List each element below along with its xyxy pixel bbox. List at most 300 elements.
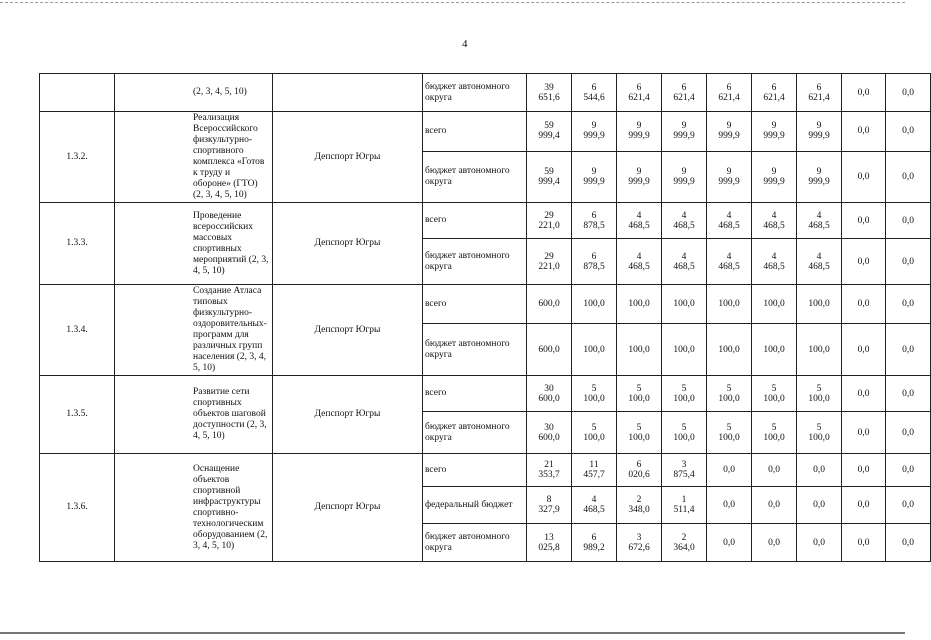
amount-cell xyxy=(886,487,931,524)
table-row xyxy=(40,112,931,152)
amount-part-2: 100,0 xyxy=(673,393,695,404)
amount-part-2: 468,5 xyxy=(583,505,605,515)
amount-part: 9 xyxy=(816,121,822,132)
amount-part-2: 999,9 xyxy=(808,131,830,142)
amount-part-2: 468,5 xyxy=(718,220,740,231)
amount-part-2: 999,9 xyxy=(673,176,695,187)
amount-part: 9 xyxy=(636,121,642,132)
amount-part: 4 xyxy=(591,495,597,505)
amount-cell xyxy=(617,524,662,562)
amount-part: 0,0 xyxy=(902,215,914,226)
amount-cell xyxy=(662,74,707,112)
amount-cell xyxy=(662,151,707,202)
amount-part: 6 xyxy=(636,82,642,93)
amount-part: 6 xyxy=(771,82,777,93)
amount-part: 6 xyxy=(726,82,732,93)
program-funding-table xyxy=(39,73,931,562)
item-number: 1.3.6. xyxy=(40,454,115,562)
amount-cell xyxy=(797,487,842,524)
amount-part: 0,0 xyxy=(902,256,914,267)
amount-cell xyxy=(527,454,572,487)
amount-part: 4 xyxy=(681,251,687,262)
amount-part-2: 468,5 xyxy=(673,220,695,231)
amount-cell xyxy=(842,454,886,487)
amount-part-2: 621,4 xyxy=(628,92,650,103)
amount-part: 0,0 xyxy=(902,500,914,510)
amount-part: 0,0 xyxy=(723,500,735,510)
amount-part: 8 xyxy=(546,495,552,505)
amount-cell xyxy=(527,203,572,239)
amount-part-2: 100,0 xyxy=(628,432,650,443)
activity-name: Проведение всероссийских массовых спортивных мероприятий (2, 3, 4, 5, 10) xyxy=(115,203,273,285)
amount-part: 5 xyxy=(726,383,732,394)
table-row xyxy=(40,74,931,112)
amount-cell xyxy=(572,324,617,376)
amount-part-2: 348,0 xyxy=(628,505,650,515)
amount-part: 0,0 xyxy=(902,427,914,438)
amount-cell xyxy=(797,239,842,285)
amount-part-2: 468,5 xyxy=(808,261,830,272)
amount-cell xyxy=(617,74,662,112)
amount-cell xyxy=(572,203,617,239)
amount-cell xyxy=(617,285,662,324)
amount-cell xyxy=(886,454,931,487)
amount-part-2: 999,9 xyxy=(718,131,740,142)
amount-part-2: 999,4 xyxy=(538,131,560,142)
funding-source: всего xyxy=(423,285,527,324)
amount-cell xyxy=(797,324,842,376)
amount-cell xyxy=(886,203,931,239)
funding-source: бюджет автономного округа xyxy=(423,74,527,112)
amount-part: 0,0 xyxy=(857,87,870,98)
amount-part-2: 878,5 xyxy=(583,220,605,231)
amount-part: 5 xyxy=(636,422,642,433)
amount-cell xyxy=(572,376,617,412)
amount-part: 3 xyxy=(636,532,642,543)
amount-part-2: 999,9 xyxy=(718,176,740,187)
amount-part-2: 100,0 xyxy=(628,393,650,404)
amount-cell xyxy=(572,524,617,562)
amount-part: 0,0 xyxy=(857,171,870,182)
amount-cell xyxy=(527,112,572,152)
funding-source: федеральный бюджет xyxy=(423,487,527,524)
amount-part-2: 999,9 xyxy=(763,131,785,142)
amount-part: 3 xyxy=(681,460,687,470)
amount-cell xyxy=(752,487,797,524)
amount-cell xyxy=(707,151,752,202)
amount-part: 600,0 xyxy=(538,299,560,309)
funding-source: всего xyxy=(423,112,527,152)
amount-cell xyxy=(752,151,797,202)
amount-cell xyxy=(842,376,886,412)
amount-part: 0,0 xyxy=(857,427,870,438)
amount-part: 100,0 xyxy=(583,299,605,309)
amount-cell xyxy=(707,74,752,112)
amount-part-2: 621,4 xyxy=(673,92,695,103)
amount-part: 100,0 xyxy=(763,299,785,309)
amount-part-2: 468,5 xyxy=(628,220,650,231)
amount-part-2: 511,4 xyxy=(673,505,695,515)
amount-cell xyxy=(886,285,931,324)
amount-part: 0,0 xyxy=(902,537,914,548)
amount-part: 0,0 xyxy=(902,299,914,309)
amount-part-2: 100,0 xyxy=(673,432,695,443)
amount-part: 6 xyxy=(591,210,597,221)
amount-part-2: 600,0 xyxy=(538,432,560,443)
amount-part-2: 999,9 xyxy=(583,131,605,142)
amount-part-2: 621,4 xyxy=(763,92,785,103)
funding-source: всего xyxy=(423,203,527,239)
amount-cell xyxy=(752,74,797,112)
amount-part: 13 xyxy=(544,532,554,543)
amount-cell xyxy=(842,74,886,112)
amount-cell xyxy=(752,203,797,239)
amount-cell xyxy=(707,285,752,324)
amount-part-2: 468,5 xyxy=(808,220,830,231)
amount-part-2: 221,0 xyxy=(538,220,560,231)
page-number: 4 xyxy=(462,38,468,50)
amount-cell xyxy=(797,454,842,487)
amount-part: 5 xyxy=(726,422,732,433)
amount-part: 5 xyxy=(681,422,687,433)
funding-source: всего xyxy=(423,376,527,412)
amount-cell xyxy=(797,112,842,152)
amount-part: 0,0 xyxy=(857,388,870,399)
amount-part: 4 xyxy=(726,210,732,221)
amount-part-2: 025,8 xyxy=(538,542,560,553)
amount-part: 4 xyxy=(636,251,642,262)
amount-part: 9 xyxy=(591,121,597,132)
amount-part: 100,0 xyxy=(673,344,695,355)
amount-cell xyxy=(662,412,707,454)
funding-source: бюджет автономного округа xyxy=(423,412,527,454)
amount-cell xyxy=(572,112,617,152)
amount-part: 4 xyxy=(771,251,777,262)
amount-cell xyxy=(842,285,886,324)
amount-part: 6 xyxy=(591,82,597,93)
amount-part-2: 999,4 xyxy=(538,176,560,187)
amount-part: 4 xyxy=(726,251,732,262)
amount-cell xyxy=(527,376,572,412)
amount-cell xyxy=(842,487,886,524)
amount-cell xyxy=(617,151,662,202)
amount-cell xyxy=(842,112,886,152)
amount-part: 29 xyxy=(544,210,554,221)
amount-part: 100,0 xyxy=(808,299,830,309)
amount-part-2: 020,6 xyxy=(628,470,650,480)
amount-cell xyxy=(572,239,617,285)
amount-cell xyxy=(886,74,931,112)
item-number: 1.3.2. xyxy=(40,112,115,203)
amount-part: 1 xyxy=(681,495,687,505)
amount-part: 5 xyxy=(591,422,597,433)
responsible-executor: Депспорт Югры xyxy=(273,454,423,562)
amount-cell xyxy=(797,285,842,324)
amount-cell xyxy=(752,285,797,324)
amount-cell xyxy=(527,285,572,324)
amount-part-2: 100,0 xyxy=(718,393,740,404)
amount-part: 4 xyxy=(816,251,822,262)
amount-part-2: 651,6 xyxy=(538,92,560,103)
amount-part: 0,0 xyxy=(768,537,780,548)
amount-part-2: 353,7 xyxy=(538,470,560,480)
amount-part: 100,0 xyxy=(583,344,605,355)
amount-part: 5 xyxy=(636,383,642,394)
amount-part-2: 989,2 xyxy=(583,542,605,553)
amount-part-2: 100,0 xyxy=(763,432,785,443)
amount-part: 0,0 xyxy=(902,126,914,137)
amount-part: 0,0 xyxy=(857,299,870,309)
amount-part: 9 xyxy=(636,166,642,177)
amount-part-2: 999,9 xyxy=(673,131,695,142)
item-number: 1.3.3. xyxy=(40,203,115,285)
amount-cell xyxy=(617,376,662,412)
amount-cell xyxy=(527,487,572,524)
amount-cell xyxy=(662,239,707,285)
amount-cell xyxy=(797,203,842,239)
amount-cell xyxy=(662,524,707,562)
amount-part-2: 600,0 xyxy=(538,393,560,404)
amount-part-2: 100,0 xyxy=(583,393,605,404)
amount-cell xyxy=(886,376,931,412)
amount-part-2: 468,5 xyxy=(763,261,785,272)
amount-cell xyxy=(752,524,797,562)
amount-cell xyxy=(617,412,662,454)
amount-cell xyxy=(527,324,572,376)
amount-part: 9 xyxy=(771,166,777,177)
amount-part: 0,0 xyxy=(902,388,914,399)
amount-part-2: 468,5 xyxy=(673,261,695,272)
funding-source: бюджет автономного округа xyxy=(423,524,527,562)
amount-cell xyxy=(752,112,797,152)
amount-part: 100,0 xyxy=(718,344,740,355)
amount-cell xyxy=(572,487,617,524)
amount-cell xyxy=(886,412,931,454)
amount-part-2: 621,4 xyxy=(718,92,740,103)
activity-name: Развитие сети спортивных объектов шаговой доступности (2, 3, 4, 5, 10) xyxy=(115,376,273,454)
amount-cell xyxy=(707,487,752,524)
funding-source: бюджет автономного округа xyxy=(423,239,527,285)
amount-part-2: 999,9 xyxy=(763,176,785,187)
amount-part: 0,0 xyxy=(857,256,870,267)
amount-cell xyxy=(572,454,617,487)
responsible-executor: Депспорт Югры xyxy=(273,112,423,203)
activity-name: Оснащение объектов спортивной инфраструктуры спортивно-технологическим оборудованием (2, 3, 4, 5, 10) xyxy=(115,454,273,562)
bottom-edge-line xyxy=(0,632,905,634)
table-row xyxy=(40,376,931,412)
amount-part: 0,0 xyxy=(902,171,914,182)
amount-part: 5 xyxy=(771,422,777,433)
table-row xyxy=(40,285,931,324)
amount-part: 30 xyxy=(544,422,554,433)
amount-cell xyxy=(707,324,752,376)
amount-cell xyxy=(662,112,707,152)
amount-part-2: 875,4 xyxy=(673,470,695,480)
amount-part: 11 xyxy=(589,460,599,470)
amount-part: 59 xyxy=(544,121,554,132)
amount-cell xyxy=(797,376,842,412)
amount-cell xyxy=(886,112,931,152)
amount-cell xyxy=(617,203,662,239)
amount-part: 100,0 xyxy=(718,299,740,309)
funding-source: бюджет автономного округа xyxy=(423,324,527,376)
responsible-executor: Депспорт Югры xyxy=(273,285,423,376)
amount-part-2: 221,0 xyxy=(538,261,560,272)
amount-part: 9 xyxy=(726,166,732,177)
amount-cell xyxy=(572,412,617,454)
responsible-executor xyxy=(273,74,423,112)
amount-cell xyxy=(572,151,617,202)
amount-part: 100,0 xyxy=(673,299,695,309)
amount-part: 6 xyxy=(591,251,597,262)
activity-name: Реализация Всероссийского физкультурно-спортивного комплекса «Готов к труду и обороне» (ГТО) (2, 3, 4, 5, 10) xyxy=(115,112,273,203)
amount-cell xyxy=(662,376,707,412)
amount-cell xyxy=(707,454,752,487)
table-row xyxy=(40,454,931,487)
amount-cell xyxy=(707,203,752,239)
amount-part: 100,0 xyxy=(628,299,650,309)
amount-part: 5 xyxy=(681,383,687,394)
amount-cell xyxy=(662,487,707,524)
amount-part: 100,0 xyxy=(763,344,785,355)
item-number: 1.3.4. xyxy=(40,285,115,376)
amount-cell xyxy=(617,112,662,152)
amount-part-2: 327,9 xyxy=(538,505,560,515)
funding-source: всего xyxy=(423,454,527,487)
amount-part: 30 xyxy=(544,383,554,394)
amount-part-2: 999,9 xyxy=(583,176,605,187)
responsible-executor: Депспорт Югры xyxy=(273,203,423,285)
amount-part: 0,0 xyxy=(813,537,825,548)
amount-part: 4 xyxy=(681,210,687,221)
amount-cell xyxy=(797,74,842,112)
amount-cell xyxy=(842,151,886,202)
amount-part-2: 878,5 xyxy=(583,261,605,272)
amount-part: 0,0 xyxy=(902,344,914,355)
amount-part-2: 999,9 xyxy=(628,131,650,142)
amount-part: 5 xyxy=(771,383,777,394)
amount-cell xyxy=(527,74,572,112)
amount-part: 5 xyxy=(816,422,822,433)
amount-part: 6 xyxy=(591,532,597,543)
amount-part: 0,0 xyxy=(857,465,870,475)
amount-part: 9 xyxy=(591,166,597,177)
amount-cell xyxy=(842,324,886,376)
amount-part: 0,0 xyxy=(813,465,825,475)
amount-cell xyxy=(707,412,752,454)
amount-part: 0,0 xyxy=(857,215,870,226)
responsible-executor: Депспорт Югры xyxy=(273,376,423,454)
amount-cell xyxy=(886,239,931,285)
amount-part: 9 xyxy=(726,121,732,132)
funding-source: бюджет автономного округа xyxy=(423,151,527,202)
amount-part-2: 468,5 xyxy=(718,261,740,272)
amount-part-2: 468,5 xyxy=(763,220,785,231)
item-number: 1.3.5. xyxy=(40,376,115,454)
amount-part: 21 xyxy=(544,460,554,470)
amount-part: 29 xyxy=(544,251,554,262)
amount-part: 0,0 xyxy=(857,344,870,355)
activity-name: Создание Атласа типовых физкультурно-оздоровительных-программ для различных групп населения (2, 3, 4, 5, 10) xyxy=(115,285,273,376)
amount-part: 0,0 xyxy=(723,465,735,475)
amount-part: 6 xyxy=(636,460,642,470)
amount-cell xyxy=(707,524,752,562)
amount-cell xyxy=(527,524,572,562)
amount-part: 100,0 xyxy=(808,344,830,355)
amount-part: 0,0 xyxy=(813,500,825,510)
amount-part: 0,0 xyxy=(902,465,914,475)
amount-part-2: 468,5 xyxy=(628,261,650,272)
amount-cell xyxy=(662,203,707,239)
amount-part-2: 457,7 xyxy=(583,470,605,480)
amount-part: 4 xyxy=(636,210,642,221)
amount-cell xyxy=(707,239,752,285)
amount-cell xyxy=(886,524,931,562)
amount-cell xyxy=(752,239,797,285)
amount-cell xyxy=(752,412,797,454)
amount-cell xyxy=(617,454,662,487)
amount-part: 9 xyxy=(681,166,687,177)
amount-cell xyxy=(527,239,572,285)
amount-cell xyxy=(886,324,931,376)
amount-cell xyxy=(707,112,752,152)
amount-part: 2 xyxy=(636,495,642,505)
amount-cell xyxy=(752,454,797,487)
amount-part: 5 xyxy=(816,383,822,394)
amount-part: 0,0 xyxy=(768,500,780,510)
amount-part: 0,0 xyxy=(857,500,870,510)
amount-part-2: 999,9 xyxy=(808,176,830,187)
amount-cell xyxy=(527,151,572,202)
amount-part: 9 xyxy=(816,166,822,177)
amount-part: 0,0 xyxy=(857,126,870,137)
amount-cell xyxy=(617,324,662,376)
amount-cell xyxy=(842,203,886,239)
amount-cell xyxy=(617,487,662,524)
amount-part: 4 xyxy=(816,210,822,221)
amount-cell xyxy=(527,412,572,454)
amount-part-2: 621,4 xyxy=(808,92,830,103)
amount-cell xyxy=(842,524,886,562)
amount-part: 2 xyxy=(681,532,687,543)
amount-part: 0,0 xyxy=(768,465,780,475)
amount-part-2: 999,9 xyxy=(628,176,650,187)
amount-part: 6 xyxy=(681,82,687,93)
amount-part-2: 100,0 xyxy=(808,432,830,443)
amount-part: 4 xyxy=(771,210,777,221)
amount-part-2: 364,0 xyxy=(673,542,695,553)
amount-part: 5 xyxy=(591,383,597,394)
amount-part: 6 xyxy=(816,82,822,93)
amount-part: 100,0 xyxy=(628,344,650,355)
amount-cell xyxy=(752,376,797,412)
amount-cell xyxy=(617,239,662,285)
amount-part: 9 xyxy=(681,121,687,132)
amount-part-2: 100,0 xyxy=(763,393,785,404)
amount-part: 0,0 xyxy=(857,537,870,548)
item-number xyxy=(40,74,115,112)
amount-cell xyxy=(662,454,707,487)
amount-part-2: 544,6 xyxy=(583,92,605,103)
amount-part: 9 xyxy=(771,121,777,132)
amount-part: 59 xyxy=(544,166,554,177)
amount-cell xyxy=(572,285,617,324)
amount-cell xyxy=(662,324,707,376)
amount-part-2: 100,0 xyxy=(718,432,740,443)
amount-cell xyxy=(572,74,617,112)
amount-cell xyxy=(797,151,842,202)
amount-cell xyxy=(662,285,707,324)
